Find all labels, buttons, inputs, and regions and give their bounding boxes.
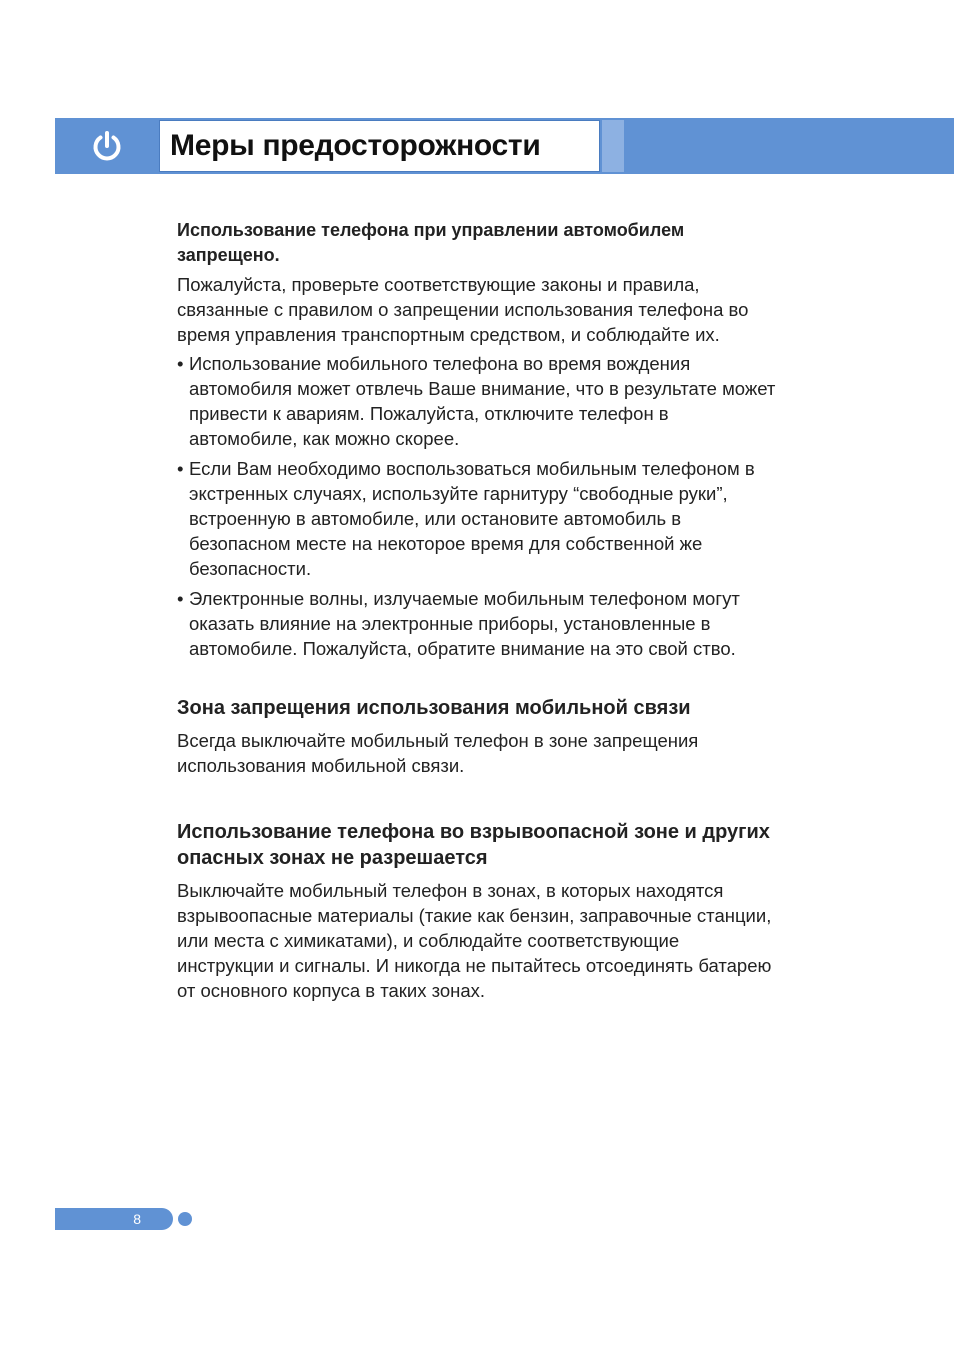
section-explosive-zone [177, 819, 777, 1003]
page-title: Меры предосторожности [170, 129, 541, 162]
section-restricted-zone [177, 695, 777, 778]
list-item [177, 586, 777, 661]
page-number-pill [55, 1208, 173, 1230]
bullet-marker: • [177, 353, 184, 374]
section-heading: Использование телефона при управлении автомобилем запрещено. [177, 220, 685, 265]
list-item-text: Если Вам необходимо воспользоваться мобильным телефоном в экстренных случаях, используйте гарнитуру “свободные руки”, встроенную в автомобиле, или остановите автомобиль в безопасном месте на некоторое время для собственной же безопасности. [189, 458, 755, 579]
bullet-list [177, 351, 777, 661]
section-body: Выключайте мобильный телефон в зонах, в которых находятся взрывоопасные материалы (такие как бензин, заправочные станции, или места с химикатами), и соблюдайте соответствующие инструкции и сигналы. И никогда не пытайтесь отсоединять батарею от основного корпуса в таких зонах. [177, 880, 772, 1001]
header-icon-container [55, 118, 159, 174]
header-title-box [159, 120, 600, 172]
main-content [177, 218, 777, 1003]
section-driving [177, 218, 777, 661]
power-icon [90, 129, 124, 163]
bullet-marker: • [177, 458, 184, 479]
section-heading: Зона запрещения использования мобильной связи [177, 697, 691, 719]
list-item [177, 351, 777, 451]
footer-dot [178, 1212, 192, 1226]
list-item [177, 456, 777, 581]
page-number: 8 [133, 1211, 141, 1227]
section-body: Всегда выключайте мобильный телефон в зоне запрещения использования мобильной связи. [177, 730, 699, 776]
header-accent-block [602, 120, 624, 172]
section-heading: Использование телефона во взрывоопасной зоне и других опасных зонах не разрешается [177, 821, 770, 869]
section-body: Пожалуйста, проверьте соответствующие законы и правила, связанные с правилом о запрещении использования телефона во время управления транспортным средством, и соблюдайте их. [177, 274, 749, 345]
bullet-marker: • [177, 588, 184, 609]
list-item-text: Электронные волны, излучаемые мобильным телефоном могут оказать влияние на электронные приборы, установленные в автомобиле. Пожалуйста, обратите внимание на это свой ство. [189, 588, 740, 659]
list-item-text: Использование мобильного телефона во время вождения автомобиля может отвлечь Ваше внимание, что в результате может привести к авариям. Пожалуйста, отключите телефон в автомобиле, как можно скорее. [189, 353, 776, 449]
